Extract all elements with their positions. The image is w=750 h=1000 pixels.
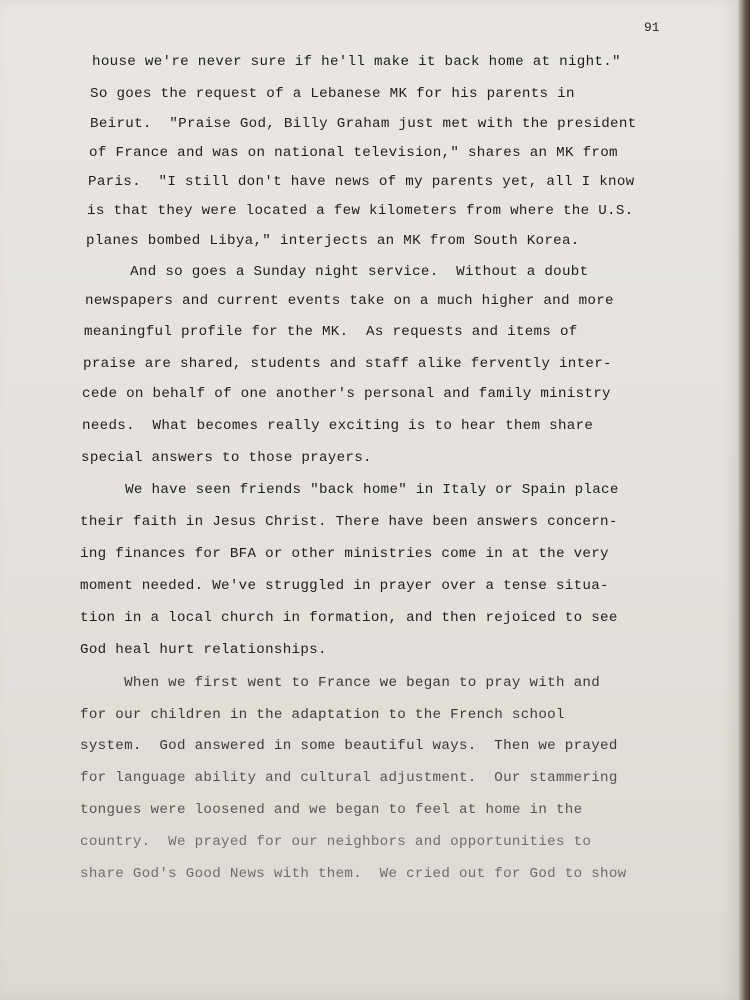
text-line: system. God answered in some beautiful ways. Then we prayed xyxy=(80,738,618,754)
text-line: And so goes a Sunday night service. Without a doubt xyxy=(86,264,589,280)
text-line: ing finances for BFA or other ministries come in at the very xyxy=(80,546,609,562)
text-line: for our children in the adaptation to the French school xyxy=(80,707,565,723)
text-line: moment needed. We've struggled in prayer over a tense situa- xyxy=(80,578,609,594)
text-line: their faith in Jesus Christ. There have been answers concern- xyxy=(80,514,618,530)
text-line: share God's Good News with them. We cried out for God to show xyxy=(80,866,627,882)
text-line: of France and was on national television," shares an MK from xyxy=(89,145,618,161)
text-line: So goes the request of a Lebanese MK for his parents in xyxy=(90,86,575,102)
text-line: tion in a local church in formation, and then rejoiced to see xyxy=(80,610,618,626)
text-line: is that they were located a few kilometers from where the U.S. xyxy=(87,203,634,219)
text-line: house we're never sure if he'll make it back home at night." xyxy=(92,54,621,70)
text-line: needs. What becomes really exciting is to hear them share xyxy=(82,418,594,434)
page-edge-shadow xyxy=(738,0,750,1000)
text-line: special answers to those prayers. xyxy=(81,450,372,466)
text-line: country. We prayed for our neighbors and opportunities to xyxy=(80,834,592,850)
text-line: Paris. "I still don't have news of my parents yet, all I know xyxy=(88,174,635,190)
text-line: cede on behalf of one another's personal and family ministry xyxy=(82,386,611,402)
page-number: 91 xyxy=(644,20,660,35)
text-line: When we first went to France we began to pray with and xyxy=(80,675,601,691)
text-line: We have seen friends "back home" in Italy or Spain place xyxy=(81,482,619,498)
text-line: newspapers and current events take on a much higher and more xyxy=(85,293,614,309)
text-line: Beirut. "Praise God, Billy Graham just met with the president xyxy=(90,116,637,132)
text-line: for language ability and cultural adjustment. Our stammering xyxy=(80,770,618,786)
text-line: meaningful profile for the MK. As requests and items of xyxy=(84,324,578,340)
text-line: tongues were loosened and we began to feel at home in the xyxy=(80,802,583,818)
text-line: planes bombed Libya," interjects an MK from South Korea. xyxy=(86,233,580,249)
text-line: praise are shared, students and staff alike fervently inter- xyxy=(83,356,612,372)
text-line: God heal hurt relationships. xyxy=(80,642,327,658)
